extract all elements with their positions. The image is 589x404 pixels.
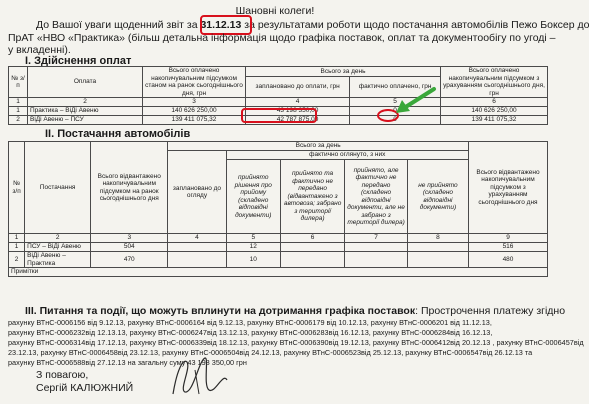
row-start: 140 626 250,00 xyxy=(143,107,246,116)
colnum: 2 xyxy=(25,234,91,243)
row-start: 504 xyxy=(91,243,168,252)
colnum: 3 xyxy=(91,234,168,243)
signer-name: Сергій КАЛЮЖНИЙ xyxy=(36,382,134,394)
intro-line-3: у вкладенні). xyxy=(8,44,71,56)
colnum: 1 xyxy=(9,234,25,243)
colnum: 7 xyxy=(345,234,408,243)
section3-title-rest: : Прострочення платежу згідно xyxy=(415,305,566,317)
intro-line-2: ПрАТ «НВО «Практика» (більш детальна інформація щодо графіка поставок, оплат та документообігу по угоді – xyxy=(8,32,556,44)
colnum: 6 xyxy=(441,98,548,107)
colnum: 5 xyxy=(350,98,441,107)
row-planned xyxy=(168,243,226,252)
row-c6 xyxy=(280,243,344,252)
header-total-today: Всього за день xyxy=(168,142,469,151)
header-total-today: Всього за день xyxy=(246,67,441,77)
row-c8 xyxy=(407,243,468,252)
row-num: 2 xyxy=(9,252,25,268)
header-not-accepted: не прийнято (складено відповідні документи) xyxy=(407,160,468,234)
header-total-start: Всього відвантажено накопичувальним підсумком на ранок сьогоднішнього дня xyxy=(91,142,168,234)
invoice-line: рахунку ВТнС-0006588від 27.12.13 на загальну суму 43 198 350,00 грн xyxy=(8,358,247,367)
invoice-line: 23.12.13, рахунку ВТнС-0006458від 23.12.13, рахунку ВТнС-0006504від 24.12.13, рахунку ВТнС-0006523від 25.12.13, рахунку ВТнС-0006547від 26.12.13 та xyxy=(8,348,533,357)
report-date: 31.12.13 xyxy=(200,19,242,31)
greeting: Шановні колеги! xyxy=(235,5,315,17)
header-accepted-docs: прийнято рішення про прийому (складено відповідні документи) xyxy=(226,160,280,234)
row-accepted: 10 xyxy=(226,252,280,268)
header-accepted-not-transferred: прийнято та фактично не передано (відвантажено з автовоза; забрано з території дилера) xyxy=(280,160,344,234)
colnum: 1 xyxy=(9,98,28,107)
invoice-line: рахунку ВТнС-0006156 від 9.12.13, рахунку ВТнС-0006164 від 9.12.13, рахунку ВТнС-0006179 від 10.12.13, рахунку ВТнС-0006201 від 11.12.13, xyxy=(8,318,492,327)
header-num: № з/п xyxy=(9,67,28,98)
colnum: 5 xyxy=(226,234,280,243)
intro-line-1 xyxy=(36,18,589,32)
colnum: 4 xyxy=(246,98,350,107)
row-c7 xyxy=(345,252,408,268)
row-total: 516 xyxy=(469,243,548,252)
section2-title: II. Постачання автомобілів xyxy=(45,128,191,140)
header-accepted-docs-not-transferred: прийнято, але фактично не передано (складено відповідні документи, але не забрано з території дилера) xyxy=(345,160,408,234)
table-row xyxy=(9,252,548,268)
row-name: Практика – ВіДі Авеню xyxy=(28,107,143,116)
header-payment: Оплата xyxy=(28,67,143,98)
green-arrow-icon xyxy=(390,86,438,116)
header-planned-inspect: заплановано до огляду xyxy=(168,151,226,234)
regards: З повагою, xyxy=(36,369,89,381)
row-planned xyxy=(168,252,226,268)
header-total-start: Всього оплачено накопичувальним підсумком станом на ранок сьогоднішнього дня, грн xyxy=(143,67,246,98)
row-total: 140 626 250,00 xyxy=(441,107,548,116)
intro-text-b: за результатами роботи щодо постачання автомобілів Пежо Боксер до xyxy=(244,19,589,31)
row-num: 2 xyxy=(9,116,28,125)
colnum: 9 xyxy=(469,234,548,243)
row-name: ВіДі Авеню – Практика xyxy=(25,252,91,268)
section3-title xyxy=(25,304,566,318)
header-planned: заплановано до оплати, грн xyxy=(246,77,350,98)
invoice-list xyxy=(8,318,584,368)
invoice-line: рахунку ВТнС-0006232від 12.13.13, рахунку ВТнС-0006247від 13.12.13, рахунку ВТнС-0006283від 16.12.13, рахунку ВТнС-0006284від 16.12.13, xyxy=(8,328,493,337)
row-actual: 0 xyxy=(350,107,441,116)
header-actually-inspected: фактично оглянуто, з них xyxy=(226,151,468,160)
notes-label: Примітки xyxy=(9,268,548,277)
row-name: ПСУ – ВіДі Авеню xyxy=(25,243,91,252)
colnum: 3 xyxy=(143,98,246,107)
colnum: 4 xyxy=(168,234,226,243)
header-total-incl: Всього оплачено накопичувальним підсумком з урахуванням сьогоднішнього дня, грн xyxy=(441,67,548,98)
row-accepted: 12 xyxy=(226,243,280,252)
row-planned: 43 198 350,00 xyxy=(246,107,350,116)
colnum: 6 xyxy=(280,234,344,243)
row-total: 480 xyxy=(469,252,548,268)
planned-amount-highlight xyxy=(241,108,317,123)
deliveries-table xyxy=(8,141,548,277)
row-c8 xyxy=(407,252,468,268)
section1-title: I. Здійснення оплат xyxy=(25,55,132,67)
colnum: 2 xyxy=(28,98,143,107)
row-name: ВіДі Авеню – ПСУ xyxy=(28,116,143,125)
row-c6 xyxy=(280,252,344,268)
invoice-line: рахунку ВТнС-0006314від 17.12.13, рахунку ВТнС-0006339від 18.12.13, рахунку ВТнС-0006390від 19.12.13, рахунку ВТнС-0006412від 20.12.13 , рахунку ВТнС-0006457від xyxy=(8,338,584,347)
table-row xyxy=(9,243,548,252)
signature-scribble xyxy=(165,350,235,400)
row-num: 1 xyxy=(9,107,28,116)
header-num: № з/п xyxy=(9,142,25,234)
row-start: 139 411 075,32 xyxy=(143,116,246,125)
intro-text-a: До Вашої уваги щоденний звіт за xyxy=(36,19,198,31)
row-actual: 0 xyxy=(350,116,441,125)
row-num: 1 xyxy=(9,243,25,252)
row-total: 139 411 075,32 xyxy=(441,116,548,125)
section3-title-bold: III. Питання та події, що можуть вплинути на дотримання графіка поставок xyxy=(25,305,416,317)
row-start: 470 xyxy=(91,252,168,268)
row-c7 xyxy=(345,243,408,252)
colnum: 8 xyxy=(407,234,468,243)
row-planned: 42 787 875,00 xyxy=(246,116,350,125)
header-total-incl: Всього відвантажено накопичувальним підсумком з урахуванням сьогоднішнього дня xyxy=(469,142,548,234)
header-actual: фактично оплачено, грн xyxy=(350,77,441,98)
header-supply: Постачання xyxy=(25,142,91,234)
